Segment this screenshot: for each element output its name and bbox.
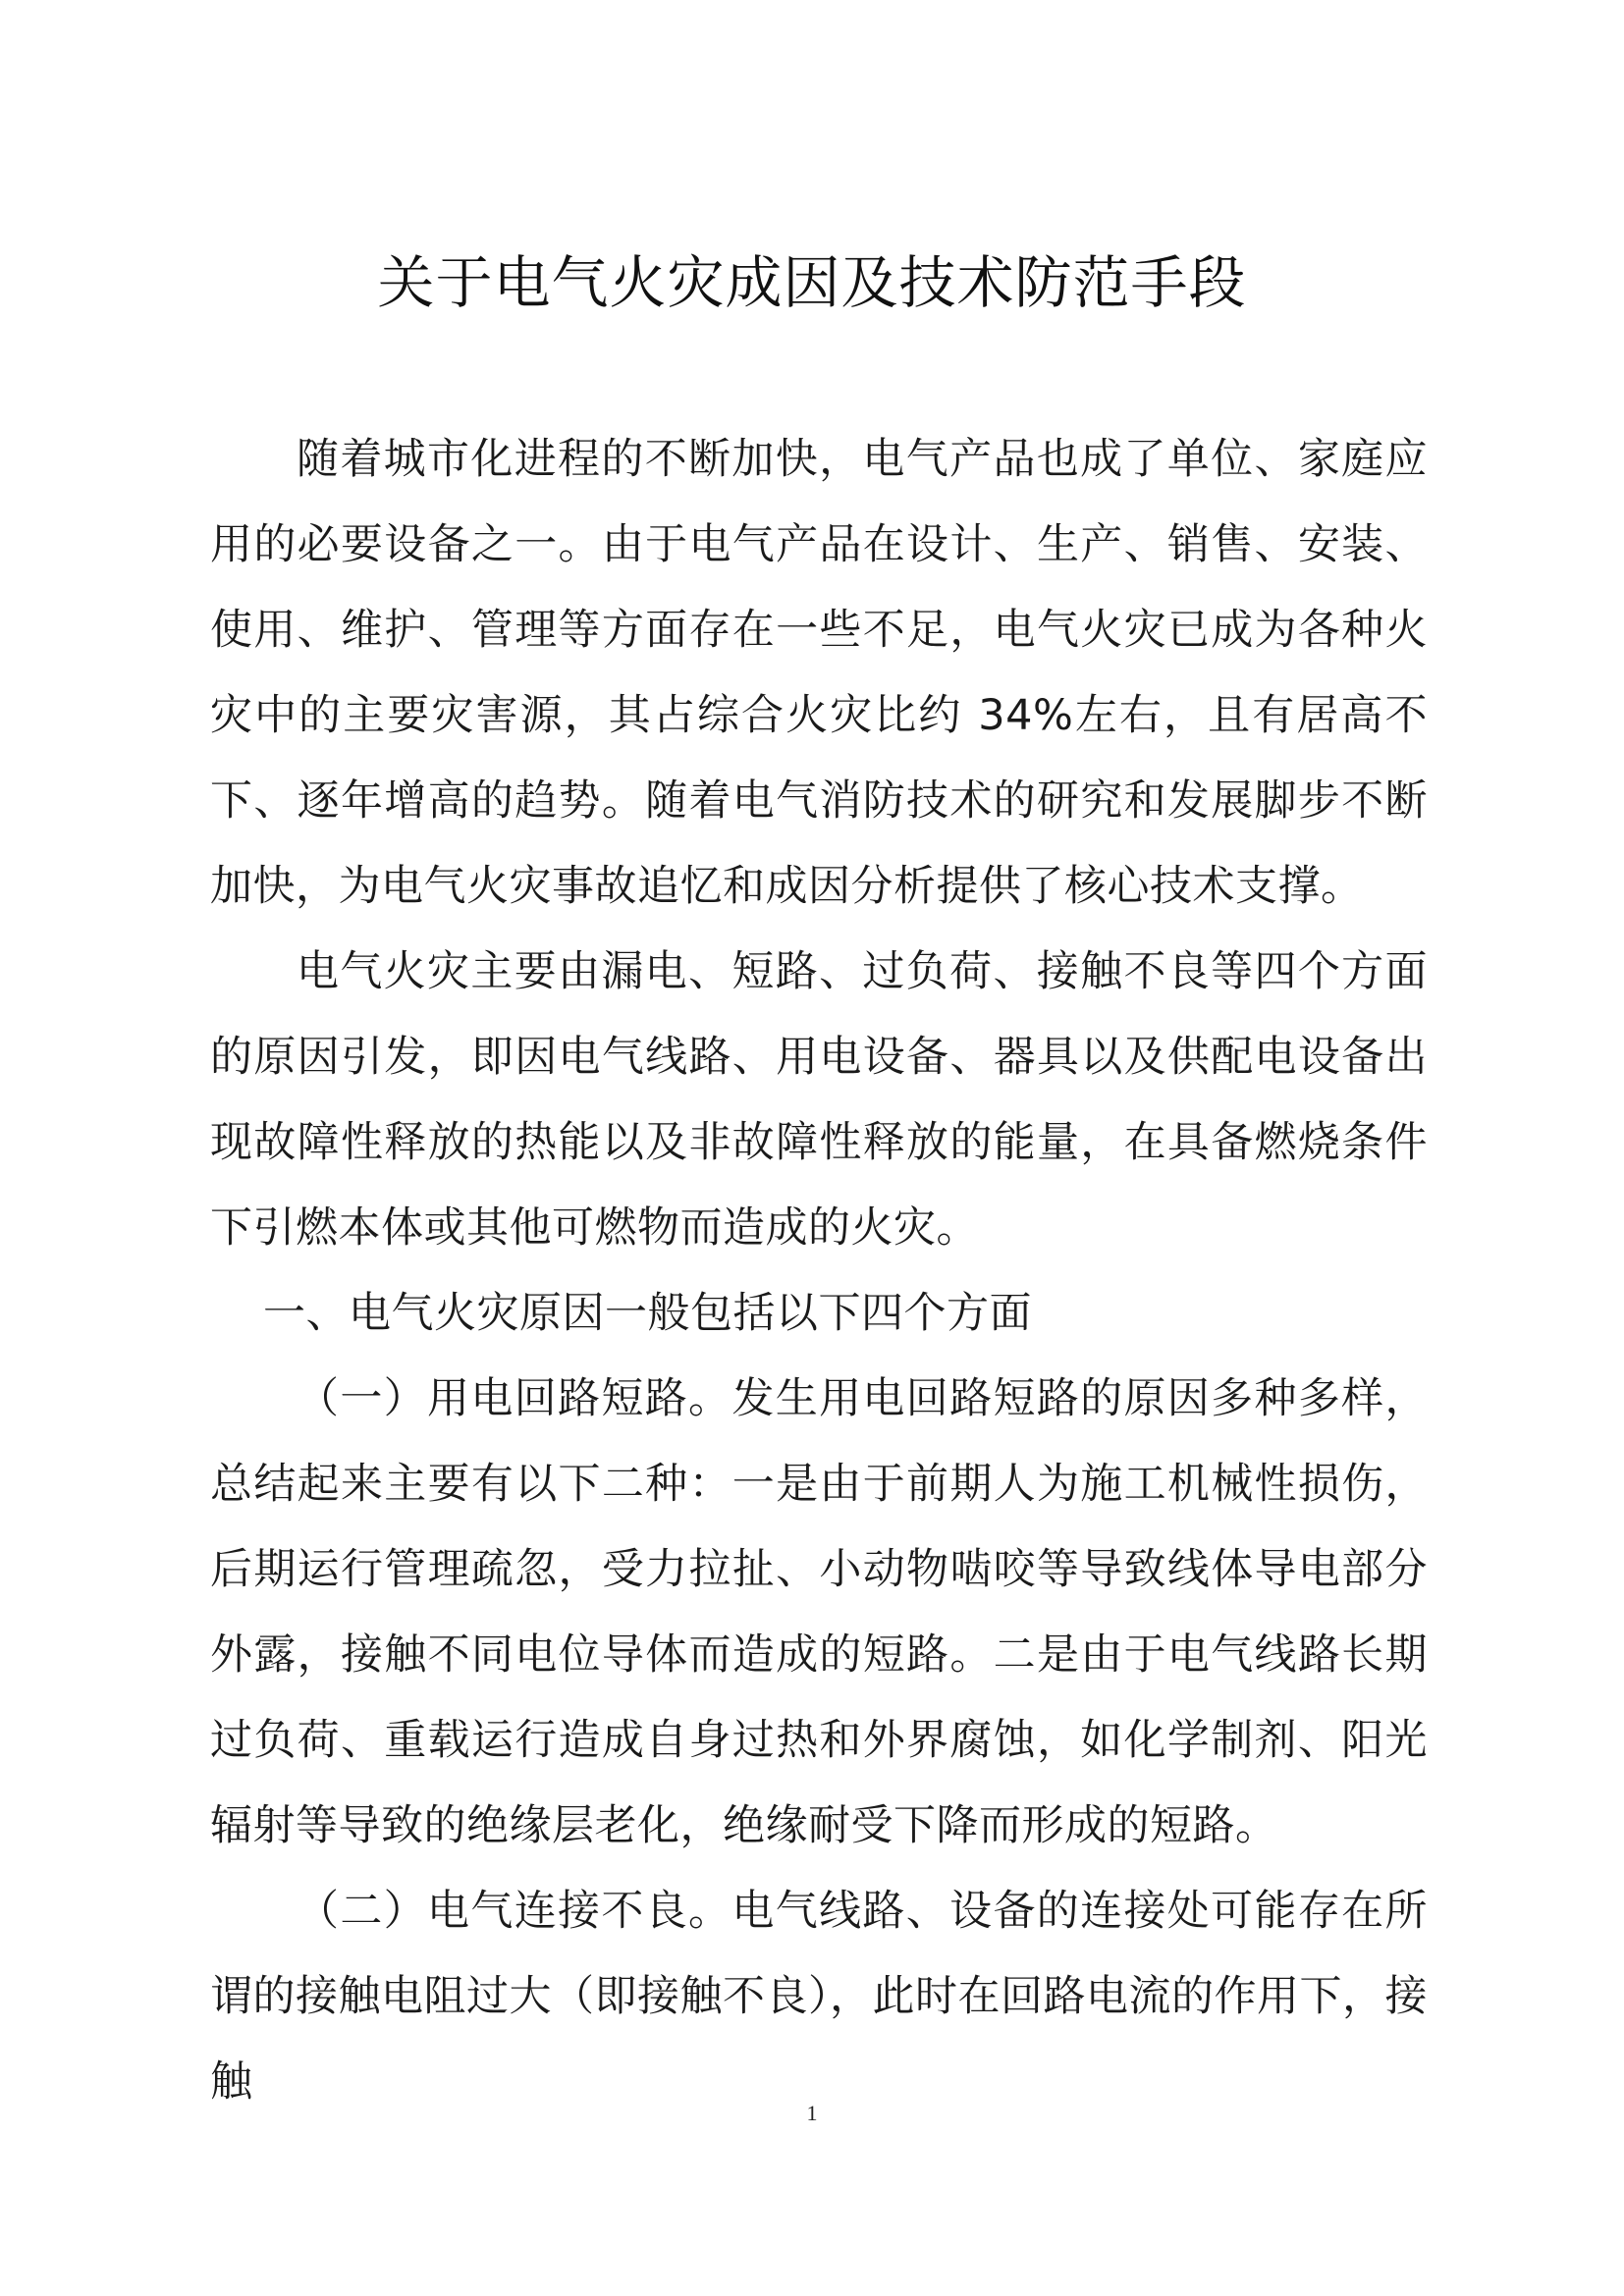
document-body <box>210 417 1428 2125</box>
page-number: 1 <box>806 2101 818 2125</box>
paragraph-causes-overview: 电气火灾主要由漏电、短路、过负荷、接触不良等四个方面的原因引发，即因电气线路、用电设备、器具以及供配电设备出现故障性释放的热能以及非故障性释放的能量，在具备燃烧条件下引燃本体或其他可燃物而造成的火灾。 <box>210 947 1428 1253</box>
paragraph-poor-connection: （二）电气连接不良。电气线路、设备的连接处可能存在所谓的接触电阻过大（即接触不良），此时在回路电流的作用下，接触 <box>210 1887 1428 2107</box>
paragraph-intro: 随着城市化进程的不断加快，电气产品也成了单位、家庭应用的必要设备之一。由于电气产品在设计、生产、销售、安装、使用、维护、管理等方面存在一些不足，电气火灾已成为各种火灾中的主要灾害源，其占综合火灾比约 34%左右，且有居高不下、逐年增高的趋势。随着电气消防技术的研究和发展脚步不断加快，为电气火灾事故追忆和成因分析提供了核心技术支撑。 <box>210 435 1428 911</box>
paragraph-short-circuit: （一）用电回路短路。发生用电回路短路的原因多种多样，总结起来主要有以下二种：一是由于前期人为施工机械性损伤，后期运行管理疏忽，受力拉扯、小动物啮咬等导致线体导电部分外露，接触不同电位导体而造成的短路。二是由于电气线路长期过负荷、重载运行造成自身过热和外界腐蚀，如化学制剂、阳光辐射等导致的绝缘层老化，绝缘耐受下降而形成的短路。 <box>210 1374 1428 1850</box>
document-title: 关于电气火灾成因及技术防范手段 <box>377 249 1247 316</box>
section-heading-1: 一、电气火灾原因一般包括以下四个方面 <box>263 1289 1032 1338</box>
